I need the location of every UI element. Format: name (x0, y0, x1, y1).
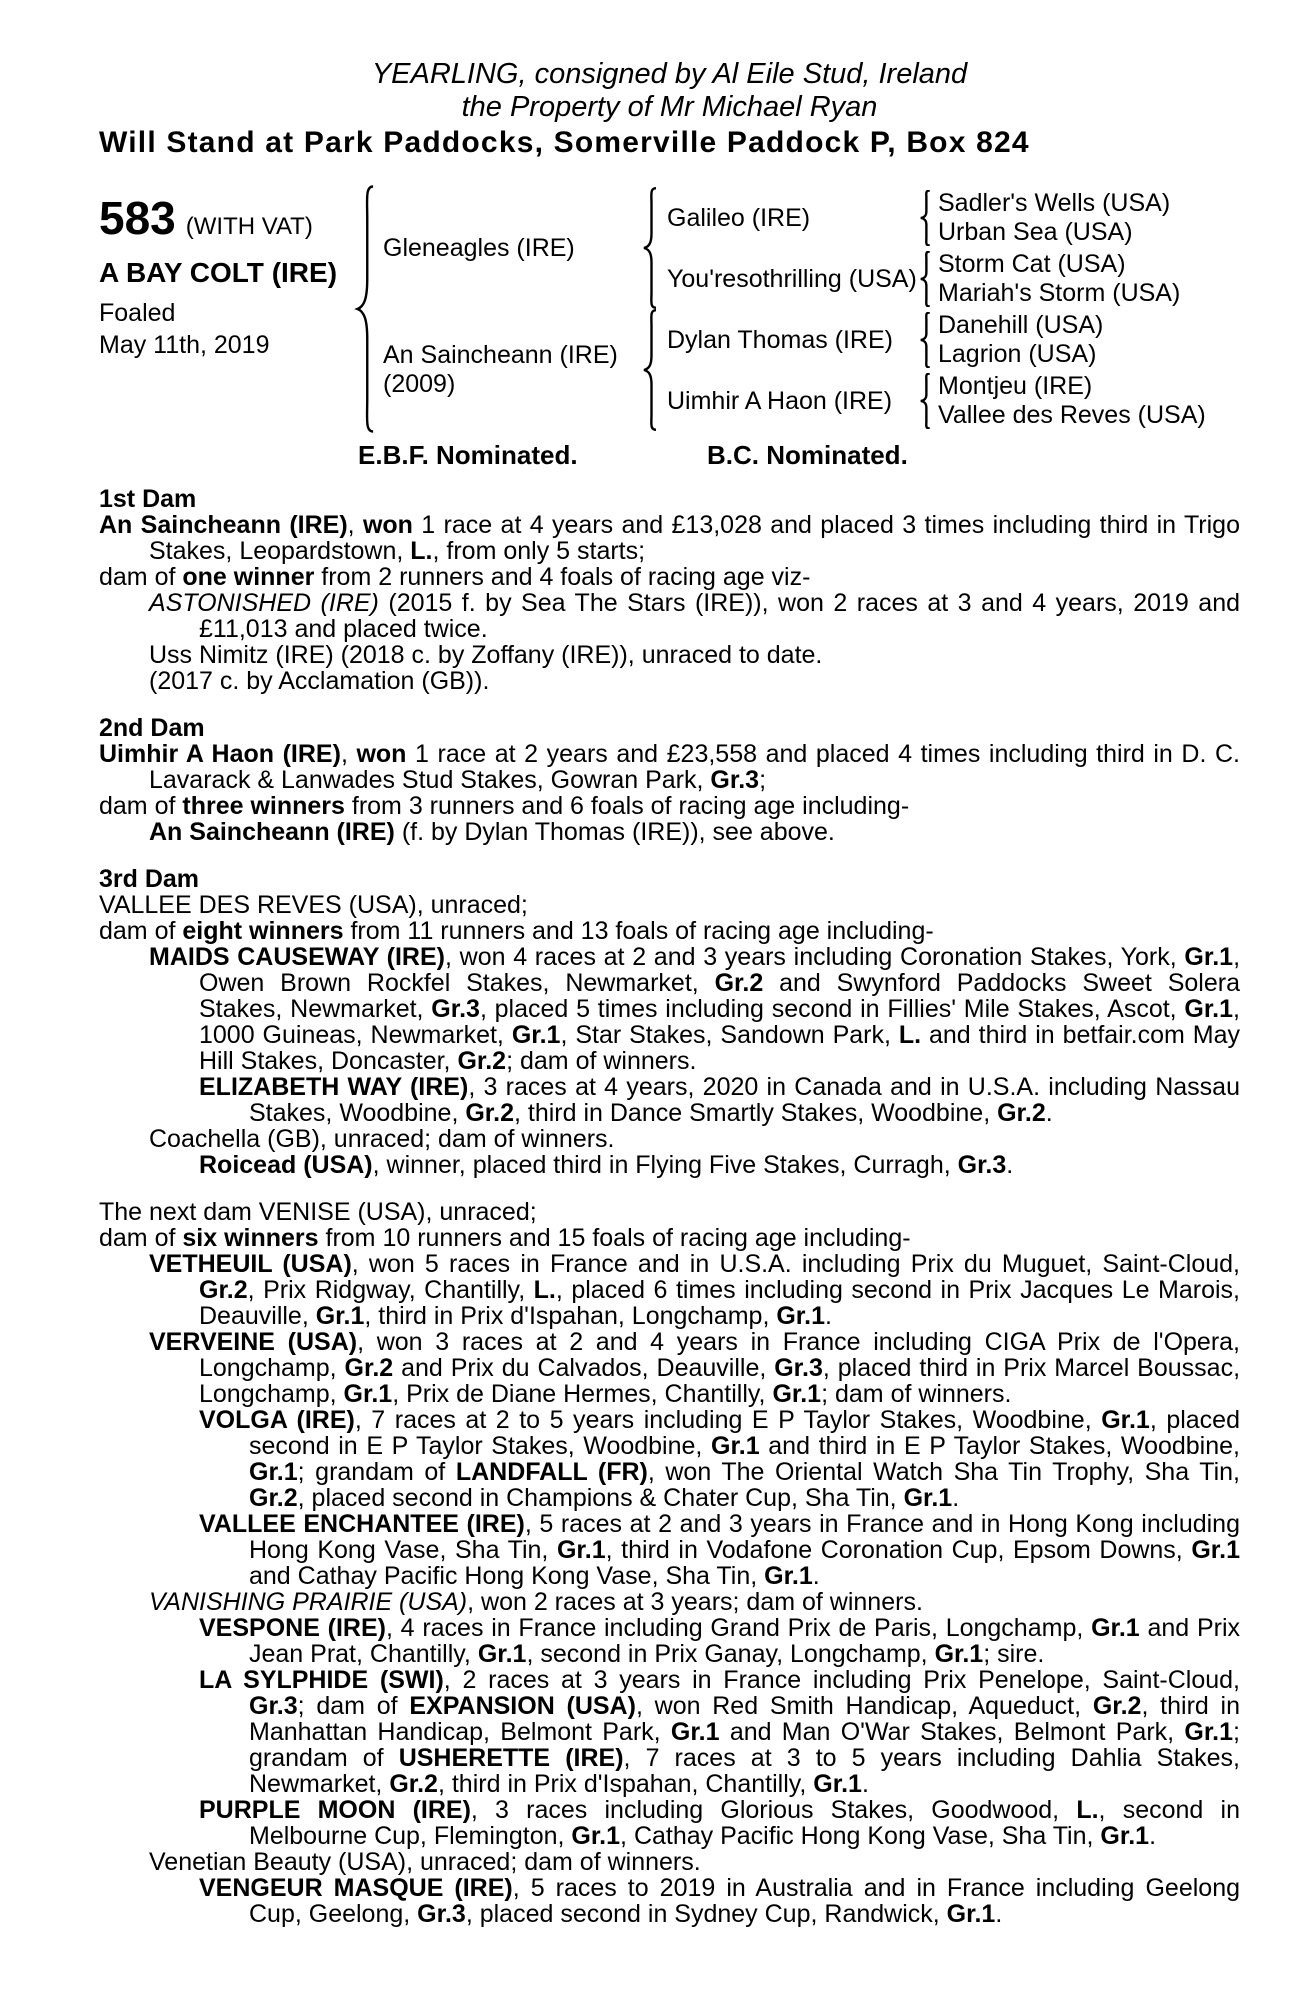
pedigree-paragraph: An Saincheann (IRE) (f. by Dylan Thomas (IRE)), see above. (149, 818, 835, 846)
pedigree-paragraph: VOLGA (IRE), 7 races at 2 to 5 years including E P Taylor Stakes, Woodbine, Gr.1, placed second in E P Taylor Stakes, Woodbine, Gr.1 and third in E P Taylor Stakes, Woodbine, Gr.1; grandam of LANDFALL (FR), won The Oriental Watch Sha Tin Trophy, Sha Tin, Gr.2, placed second in Champions & Chater Cup, Sha Tin, Gr.1. (199, 1406, 1240, 1512)
great-grandsire-name: Sadler's Wells (USA) (938, 188, 1171, 217)
grandsire-block (659, 187, 1180, 248)
pedigree-paragraph: ELIZABETH WAY (IRE), 3 races at 4 years, 2020 in Canada and in U.S.A. including Nassau Stakes, Woodbine, Gr.2, third in Dance Smartly Stakes, Woodbine, Gr.2. (199, 1073, 1240, 1127)
dam-section (99, 486, 1240, 694)
dam-name: An Saincheann (IRE) (383, 341, 618, 369)
pedigree-table (99, 184, 1240, 434)
pedigree-paragraph: VESPONE (IRE), 4 races in France including Grand Prix de Paris, Longchamp, Gr.1 and Prix Jean Prat, Chantilly, Gr.1, second in Prix Ganay, Longchamp, Gr.1; sire. (199, 1614, 1240, 1668)
great-granddam-name: Mariah's Storm (USA) (938, 278, 1181, 307)
main-brace-column (351, 184, 377, 434)
pedigree-paragraph: An Saincheann (IRE), won 1 race at 4 years and £13,028 and placed 3 times including third in Trigo Stakes, Leopardstown, L., from only 5 starts; (99, 511, 1240, 565)
ebf-nominated-label: E.B.F. Nominated. (358, 440, 578, 470)
pedigree-brace-icon (639, 309, 659, 431)
consignment-line: YEARLING, consigned by Al Eile Stud, Ireland (371, 58, 968, 90)
dam-year: (2009) (383, 370, 456, 398)
pedigree-paragraph: VALLEE DES REVES (USA), unraced; (99, 891, 528, 919)
dam-section (99, 1199, 1240, 1927)
pedigree-brace-icon (917, 373, 932, 429)
granddam-name: Uimhir A Haon (IRE) (667, 386, 893, 415)
pedigree-paragraph: MAIDS CAUSEWAY (IRE), won 4 races at 2 and 3 years including Coronation Stakes, York, Gr.1, Owen Brown Rockfel Stakes, Newmarket, Gr.2 and Swynford Paddocks Sweet Solera Stakes, Newmarket, Gr.3, placed 5 times including second in Fillies' Mile Stakes, Ascot, Gr.1, 1000 Guineas, Newmarket, Gr.1, Star Stakes, Sandown Park, L. and third in betfair.com May Hill Stakes, Doncaster, Gr.2; dam of winners. (149, 943, 1241, 1075)
dam-heading: 1st Dam (99, 485, 197, 513)
pedigree-paragraph: The next dam VENISE (USA), unraced; (99, 1198, 537, 1226)
pedigree-brace-icon (917, 251, 932, 307)
pedigree-paragraph: VALLEE ENCHANTEE (IRE), 5 races at 2 and 3 years in France and in Hong Kong including Hong Kong Vase, Sha Tin, Gr.1, third in Vodafone Coronation Cup, Epsom Downs, Gr.1 and Cathay Pacific Hong Kong Vase, Sha Tin, Gr.1. (199, 1510, 1241, 1590)
dams-text (99, 486, 1240, 1927)
pedigree-paragraph: ASTONISHED (IRE) (2015 f. by Sea The Stars (IRE)), won 2 races at 3 and 4 years, 2019 and £11,013 and placed twice. (149, 589, 1241, 643)
dam-heading: 3rd Dam (99, 865, 200, 893)
pedigree-paragraph: VENGEUR MASQUE (IRE), 5 races to 2019 in Australia and in France including Geelong Cup, Geelong, Gr.3, placed second in Sydney Cup, Randwick, Gr.1. (199, 1874, 1240, 1928)
pedigree-brace-icon (639, 187, 659, 309)
granddam-name: You'resothrilling (USA) (667, 264, 917, 293)
dam-brace-column (639, 309, 659, 431)
property-line: the Property of Mr Michael Ryan (461, 91, 878, 123)
dam-section (99, 715, 1240, 845)
pedigree-paragraph: dam of six winners from 10 runners and 15 foals of racing age including- (99, 1224, 911, 1252)
pedigree-brace-icon (917, 190, 932, 246)
great-grandsire-name: Storm Cat (USA) (938, 249, 1126, 278)
great-granddam-name: Vallee des Reves (USA) (938, 400, 1206, 429)
dam-section (99, 866, 1240, 1178)
pedigree-paragraph: VETHEUIL (USA), won 5 races in France and in U.S.A. including Prix du Muguet, Saint-Cloud, Gr.2, Prix Ridgway, Chantilly, L., placed 6 times including second in Prix Jacques Le Marois, Deauville, Gr.1, third in Prix d'Ispahan, Longchamp, Gr.1. (149, 1250, 1240, 1330)
grandsire-name: Galileo (IRE) (667, 203, 811, 232)
great-granddam-name: Lagrion (USA) (938, 339, 1097, 368)
pedigree-brace-icon (917, 312, 932, 368)
lot-number: 583 (99, 192, 176, 244)
sire-brace-column (639, 187, 659, 309)
sire-name: Gleneagles (IRE) (383, 233, 575, 262)
parents-column (377, 187, 1206, 431)
granddam-block (659, 248, 1180, 309)
nominations-line (99, 440, 1240, 470)
pedigree-paragraph: (2017 c. by Acclamation (GB)). (149, 667, 490, 695)
sire-grandparents (659, 187, 1180, 309)
sire-block (377, 187, 1206, 309)
pedigree-paragraph: PURPLE MOON (IRE), 3 races including Glorious Stakes, Goodwood, L., second in Melbourne Cup, Flemington, Gr.1, Cathay Pacific Hong Kong Vase, Sha Tin, Gr.1. (199, 1796, 1240, 1850)
dam-heading: 2nd Dam (99, 714, 205, 742)
vat-note: (WITH VAT) (185, 213, 313, 240)
pedigree-paragraph: VERVEINE (USA), won 3 races at 2 and 4 years in France including CIGA Prix de l'Opera, Longchamp, Gr.2 and Prix du Calvados, Deauville, Gr.3, placed third in Prix Marcel Boussac, Longchamp, Gr.1, Prix de Diane Hermes, Chantilly, Gr.1; dam of winners. (149, 1328, 1241, 1408)
pedigree-brace-icon (351, 184, 377, 434)
stand-location-line: Will Stand at Park Paddocks, Somerville Paddock P, Box 824 (99, 126, 1030, 159)
pedigree-paragraph: LA SYLPHIDE (SWI), 2 races at 3 years in France including Prix Penelope, Saint-Cloud, Gr.3; dam of EXPANSION (USA), won Red Smith Handicap, Aqueduct, Gr.2, third in Manhattan Handicap, Belmont Park, Gr.1 and Man O'War Stakes, Belmont Park, Gr.1; grandam of USHERETTE (IRE), 7 races at 3 to 5 years including Dahlia Stakes, Newmarket, Gr.2, third in Prix d'Ispahan, Chantilly, Gr.1. (199, 1666, 1241, 1798)
dam-cell (377, 341, 639, 399)
pedigree-paragraph: Uimhir A Haon (IRE), won 1 race at 2 years and £23,558 and placed 4 times including third in D. C. Lavarack & Lanwades Stud Stakes, Gowran Park, Gr.3; (99, 740, 1240, 794)
great-granddam-name: Urban Sea (USA) (938, 217, 1133, 246)
foaled-date: May 11th, 2019 (99, 331, 270, 359)
grandsire-block (659, 309, 1206, 370)
great-grandsire-name: Danehill (USA) (938, 310, 1104, 339)
pedigree-paragraph: Venetian Beauty (USA), unraced; dam of winners. (149, 1848, 701, 1876)
dam-grandparents (659, 309, 1206, 431)
lot-line (99, 192, 351, 244)
foaled-label: Foaled (99, 299, 176, 327)
granddam-block (659, 370, 1206, 431)
pedigree-paragraph: Coachella (GB), unraced; dam of winners. (149, 1125, 615, 1153)
pedigree-paragraph: VANISHING PRAIRIE (USA), won 2 races at 3 years; dam of winners. (149, 1588, 923, 1616)
pedigree-paragraph: dam of three winners from 3 runners and 6 foals of racing age including- (99, 792, 910, 820)
pedigree-paragraph: Roicead (USA), winner, placed third in Flying Five Stakes, Curragh, Gr.3. (199, 1151, 1014, 1179)
sire-cell (377, 234, 639, 263)
grandsire-name: Dylan Thomas (IRE) (667, 325, 893, 354)
lot-block (99, 184, 351, 361)
dam-block (377, 309, 1206, 431)
pedigree-paragraph: dam of eight winners from 11 runners and 13 foals of racing age including- (99, 917, 934, 945)
great-grandsire-name: Montjeu (IRE) (938, 371, 1093, 400)
horse-name: A BAY COLT (IRE) (99, 257, 338, 288)
pedigree-paragraph: dam of one winner from 2 runners and 4 foals of racing age viz- (99, 563, 811, 591)
bc-nominated-label: B.C. Nominated. (707, 440, 908, 470)
pedigree-paragraph: Uss Nimitz (IRE) (2018 c. by Zoffany (IRE)), unraced to date. (149, 641, 823, 669)
